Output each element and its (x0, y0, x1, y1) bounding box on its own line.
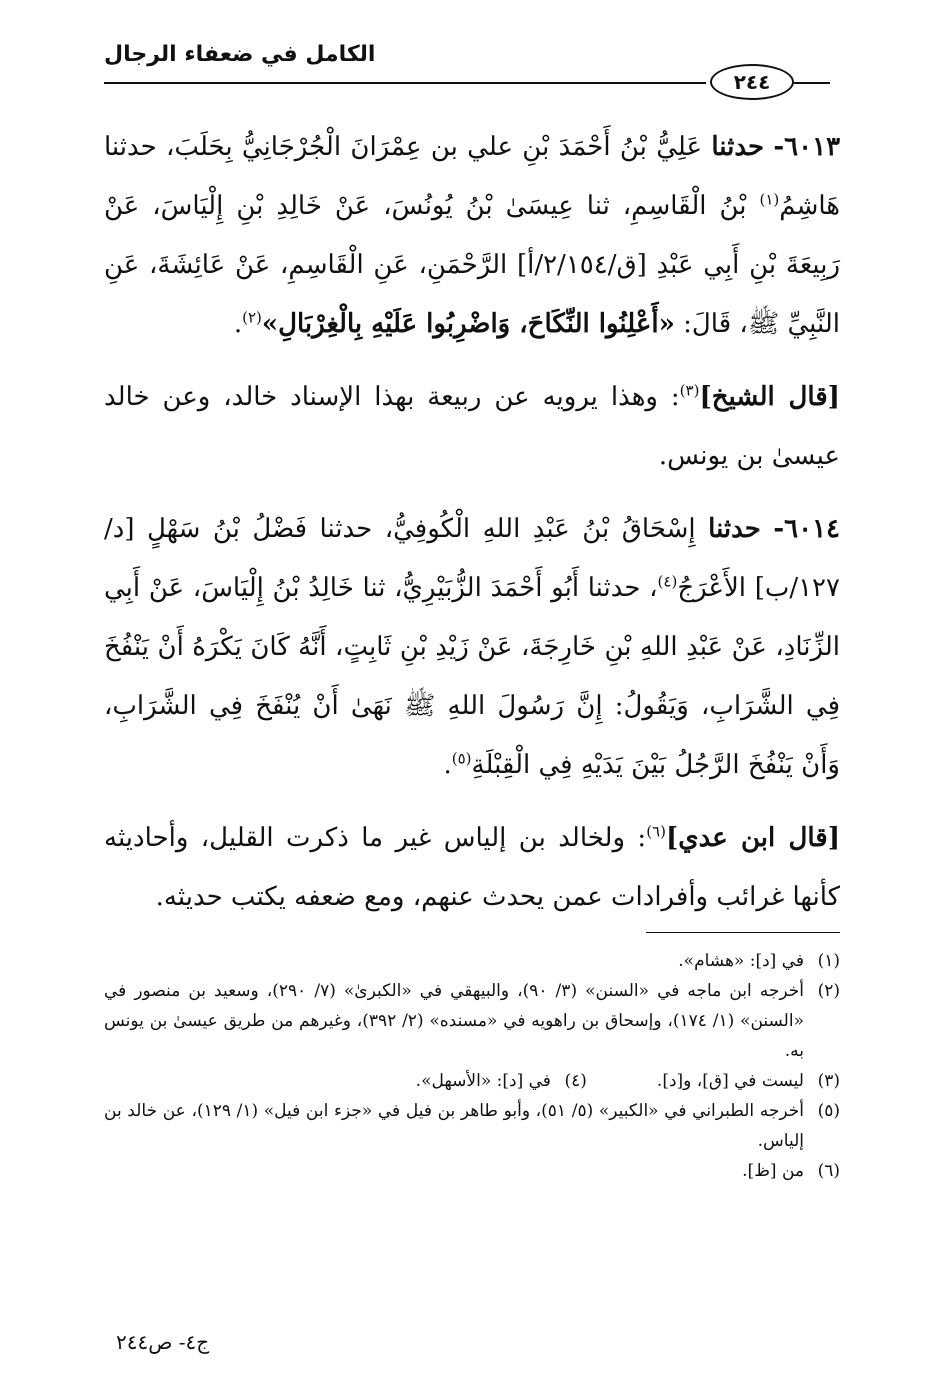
entry-keyword: حدثنا (711, 132, 765, 162)
entry-text: ، حدثنا أَبُو أَحْمَدَ الزُّبَيْرِيُّ، ثنا خَالِدُ بْنُ إِلْيَاسَ، عَنْ أَبِي الزِّنَادِ، عَنْ عَبْدِ اللهِ بْنِ خَارِجَةَ، عَنْ زَيْدِ بْنِ ثَابِتٍ، أَنَّهُ كَانَ يَكْرَهُ أَنْ يَنْفُخَ فِي الشَّرَابِ، وَيَقُولُ: إِنَّ رَسُولَ اللهِ ﷺ نَهَىٰ أَنْ يُنْفَخَ فِي الشَّرَابِ، وَأَنْ يَنْفُخَ الرَّجُلُ بَيْنَ يَدَيْهِ فِي الْقِبْلَةِ (104, 573, 840, 780)
footnote-pair (104, 1066, 840, 1096)
commentary-text: : وهذا يرويه عن ربيعة بهذا الإسناد خالد، وعن خالد عيسىٰ بن يونس. (104, 382, 840, 471)
footnote-ref: (٣) (679, 381, 700, 400)
footnote (104, 946, 840, 976)
footnote-mark: (٢) (817, 981, 840, 1001)
footnote-ref: (٤) (657, 572, 678, 591)
header-rule-right (794, 82, 830, 84)
footnote-ref: (٦) (646, 822, 666, 841)
footnote-text: أخرجه الطبراني في «الكبير» (٥/ ٥١)، وأبو طاهر بن فيل في «جزء ابن فيل» (١/ ١٢٩)، عن خالد بن إلياس. (104, 1101, 804, 1151)
footnote (104, 1096, 840, 1156)
footnote (657, 1066, 840, 1096)
footnote-text: أخرجه ابن ماجه في «السنن» (٣/ ٩٠)، والبيهقي في «الكبرىٰ» (٧/ ٢٩٠)، وسعيد بن منصور في «السنن» (١/ ١٧٤)، وإسحاق بن راهويه في «مسنده» (٢/ ٣٩٢)، وغيرهم من طريق عيسىٰ بن يونس به. (104, 981, 804, 1061)
hadith-quote: «أَعْلِنُوا النِّكَاحَ، وَاضْرِبُوا عَلَيْهِ بِالْغِرْبَالِ» (261, 309, 675, 339)
commentary-label: [قال ابن عدي] (665, 823, 840, 853)
commentary-text: : ولخالد بن إلياس غير ما ذكرت القليل، وأحاديثه كأنها غرائب وأفرادات عمن يحدث عنهم، ومع ضعفه يكتب حديثه. (104, 823, 840, 912)
footnote-mark: (٥) (817, 1101, 840, 1121)
header-rule (104, 82, 706, 84)
entry-end: . (233, 309, 243, 339)
entry-text: بْنُ الْقَاسِمِ، ثنا عِيسَىٰ بْنُ يُونُسَ، عَنْ خَالِدِ بْنِ إِلْيَاسَ، عَنْ رَبِيعَةَ بْنِ أَبِي عَبْدِ [ق/٢/١٥٤/أ] الرَّحْمَنِ، عَنِ الْقَاسِمِ، عَنْ عَائِشَةَ، عَنِ النَّبِيِّ ﷺ، قَالَ: (104, 191, 840, 339)
footnote-mark: (٤) (564, 1071, 587, 1091)
commentary-sheikh (104, 368, 840, 486)
entry-end: . (443, 750, 452, 780)
entry-text: إِسْحَاقُ بْنُ عَبْدِ اللهِ الْكُوفِيُّ، حدثنا فَضْلُ بْنُ سَهْلٍ [د/١٢٧/ب] الأَعْرَجُ (104, 514, 840, 603)
page-number-oval (710, 64, 794, 100)
footnote (104, 1156, 840, 1186)
footnote-mark: (١) (817, 951, 840, 971)
footnote-rule (646, 932, 840, 933)
footnote-text: في [د]: «هشام». (678, 951, 804, 971)
footnote-ref: (٢) (242, 308, 262, 327)
commentary-label: [قال الشيخ] (699, 382, 840, 412)
footnote-ref: (١) (759, 190, 780, 209)
footnote-mark: (٦) (817, 1161, 840, 1181)
footnote (104, 976, 840, 1066)
footnote-text: من [ظ]. (742, 1161, 804, 1181)
footnotes (104, 946, 840, 1186)
hadith-6014 (104, 500, 840, 795)
hadith-6013 (104, 118, 840, 354)
main-text (104, 118, 840, 941)
commentary-ibn-adi (104, 809, 840, 927)
entry-text: عَلِيُّ بْنُ أَحْمَدَ بْنِ علي بن عِمْرَانَ الْجُرْجَانِيُّ بِحَلَبَ، حدثنا هَاشِمُ (104, 132, 840, 221)
footnote-text: في [د]: «الأسهل». (415, 1071, 551, 1091)
footnote-mark: (٣) (817, 1071, 840, 1091)
entry-number: ٦٠١٤- (773, 514, 841, 544)
running-title: الكامل في ضعفاء الرجال (104, 42, 376, 67)
entry-keyword: حدثنا (708, 514, 761, 544)
footnote (416, 1066, 587, 1096)
entry-number: ٦٠١٣- (773, 132, 841, 162)
folio-reference: ج٤- ص٢٤٤ (116, 1330, 210, 1354)
page-number: ٢٤٤ (733, 70, 771, 94)
footnote-ref: (٥) (451, 749, 472, 768)
footnote-text: ليست في [ق]، و[د]. (656, 1071, 804, 1091)
